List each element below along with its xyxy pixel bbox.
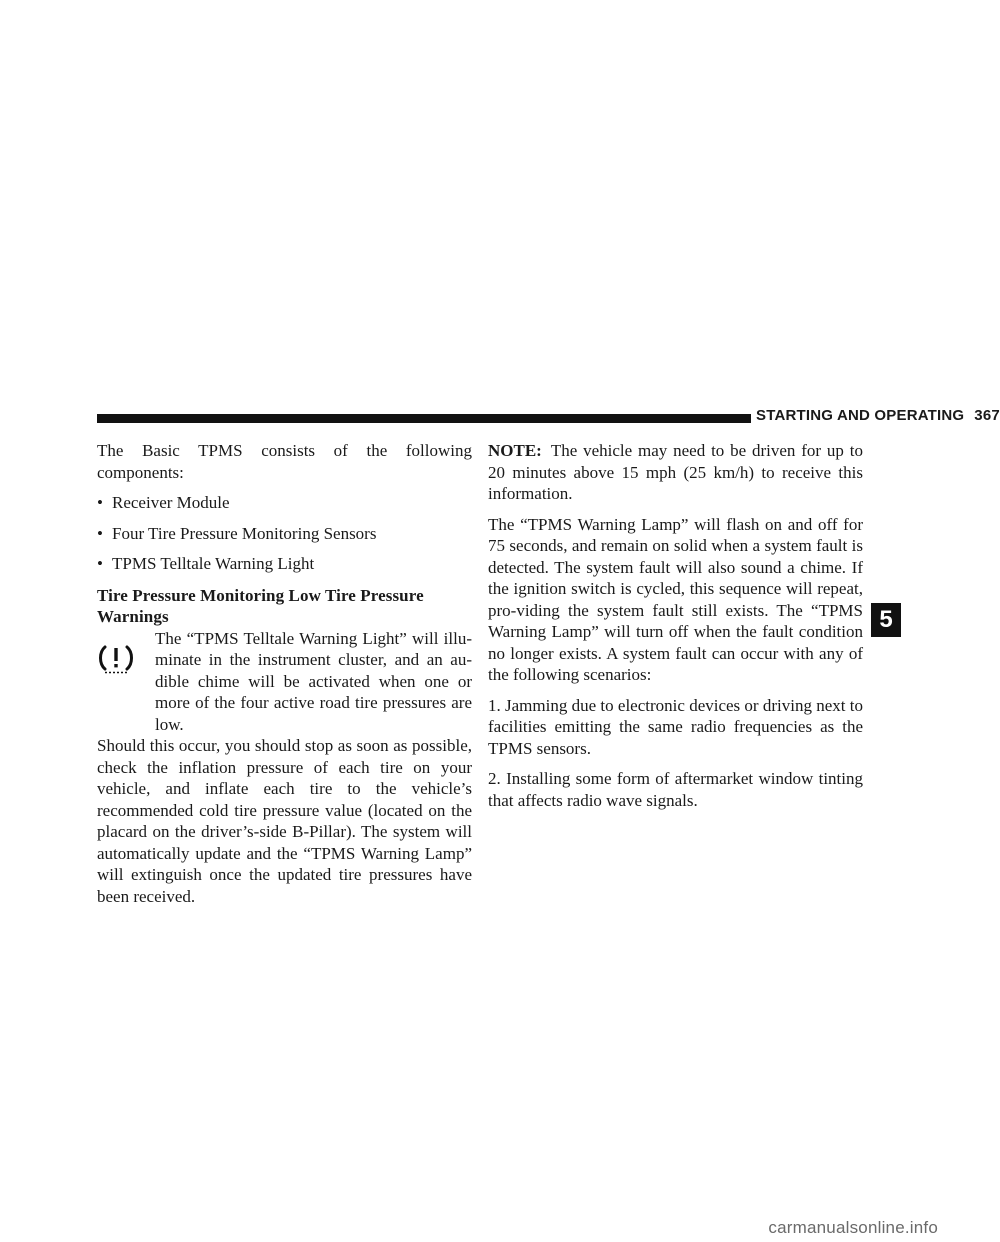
warning-text: The “TPMS Telltale Warning Light” will illu-minate in the instrument cluster, and an au-dible chime will be activated when one or more of the four active road tire pressures are low. bbox=[155, 628, 472, 734]
bullet-dot: • bbox=[97, 554, 103, 573]
running-header bbox=[756, 407, 1000, 424]
warning-block bbox=[97, 628, 472, 736]
body-paragraph: Should this occur, you should stop as soon as possible, check the inflation pressure of each tire on your vehicle, and inflate each tire to the vehicle’s recommended cold tire pressure value (located on the placard on the driver’s-side B-Pillar). The system will automatically update and the “TPMS Warning Lamp” will extinguish once the updated tire pressures have been received. bbox=[97, 736, 472, 906]
note-label: NOTE: bbox=[488, 441, 542, 460]
tpms-warning-icon bbox=[97, 628, 155, 680]
bullet-dot: • bbox=[97, 523, 103, 543]
section-title: STARTING AND OPERATING bbox=[756, 407, 965, 424]
scenario-item: 2. Installing some form of aftermarket window tinting that affects radio wave signals. bbox=[488, 769, 863, 810]
header-rule bbox=[97, 414, 751, 423]
bullet-item bbox=[97, 523, 472, 545]
note-paragraph bbox=[488, 440, 863, 505]
bullet-dot: • bbox=[97, 493, 103, 512]
left-column bbox=[97, 440, 472, 907]
bullet-item bbox=[97, 553, 472, 575]
intro-text: The Basic TPMS consists of the following components: bbox=[97, 441, 472, 482]
scenario-item: 1. Jamming due to electronic devices or driving next to facilities emitting the same radio frequencies as the TPMS sensors. bbox=[488, 695, 863, 758]
bullet-item bbox=[97, 492, 472, 514]
section-heading: Tire Pressure Monitoring Low Tire Pressure Warnings bbox=[97, 585, 424, 626]
right-column bbox=[488, 440, 863, 811]
bullet-text: Receiver Module bbox=[112, 493, 230, 512]
watermark: carmanualsonline.info bbox=[768, 1218, 938, 1237]
note-text: The vehicle may need to be driven for up to 20 minutes above 15 mph (25 km/h) to receive this information. bbox=[488, 441, 863, 503]
bullet-text: Four Tire Pressure Monitoring Sensors bbox=[112, 523, 377, 543]
section-tab: 5 bbox=[871, 603, 901, 637]
bullet-text: TPMS Telltale Warning Light bbox=[112, 554, 315, 573]
page-number: 367 bbox=[974, 407, 1000, 424]
body-paragraph: The “TPMS Warning Lamp” will flash on and off for 75 seconds, and remain on solid when a system fault is detected. The system fault will also sound a chime. If the ignition switch is cycled, this sequence will repeat, pro-viding the system fault still exists. The “TPMS Warning Lamp” will turn off when the fault condition no longer exists. A system fault can occur with any of the following scenarios: bbox=[488, 514, 863, 684]
